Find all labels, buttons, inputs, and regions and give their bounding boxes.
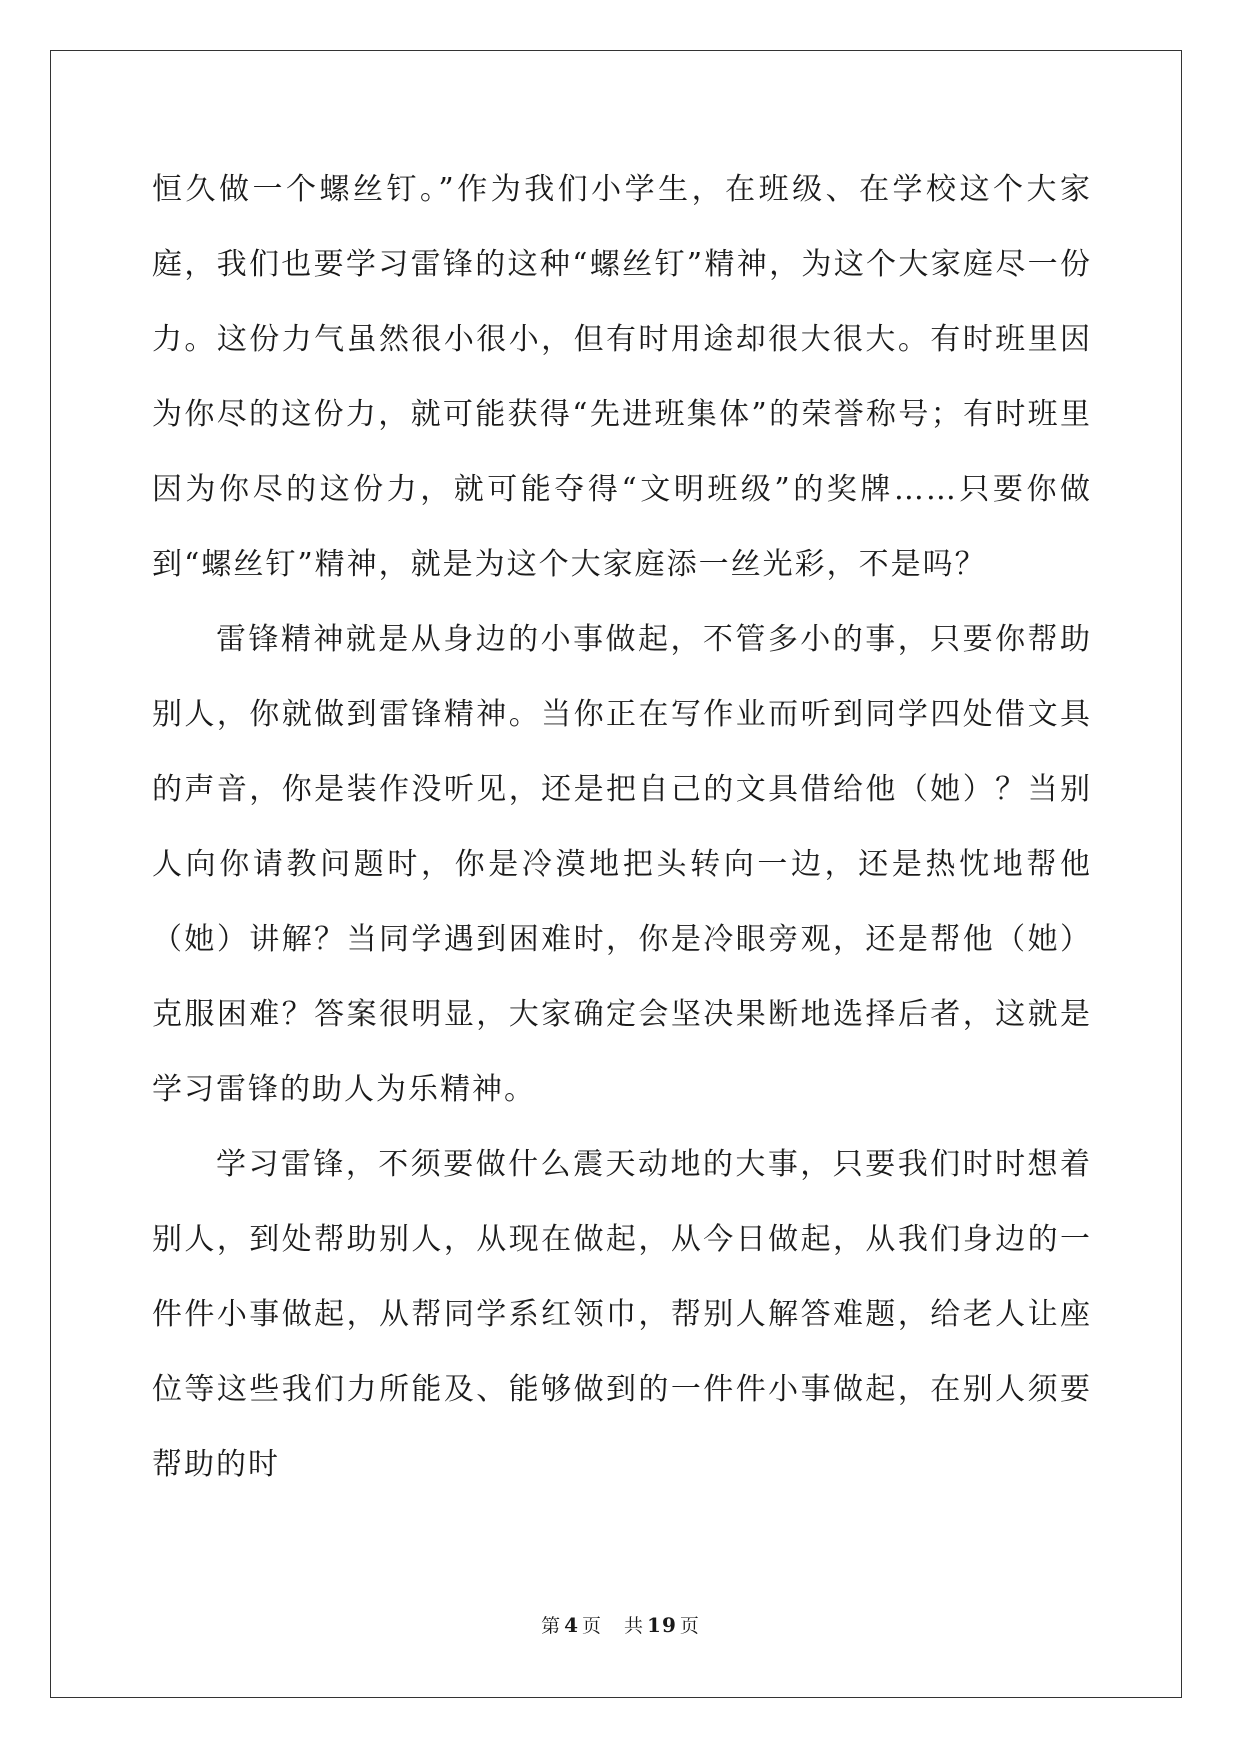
page-footer: [0, 1611, 1241, 1638]
page-prefix: 第: [541, 1615, 562, 1637]
paragraph-continuation: 恒久做一个螺丝钉。”作为我们小学生，在班级、在学校这个大家庭，我们也要学习雷锋的这种“螺丝钉”精神，为这个大家庭尽一份力。这份力气虽然很小很小，但有时用途却很大很大。有时班里因为你尽的这份力，就可能获得“先进班集体”的荣誉称号；有时班里因为你尽的这份力，就可能夺得“文明班级”的奖牌……只要你做到“螺丝钉”精神，就是为这个大家庭添一丝光彩，不是吗？: [152, 172, 1092, 582]
paragraph: 雷锋精神就是从身边的小事做起，不管多小的事，只要你帮助别人，你就做到雷锋精神。当你正在写作业而听到同学四处借文具的声音，你是装作没听见，还是把自己的文具借给他（她）？当别人向你请教问题时，你是冷漠地把头转向一边，还是热忱地帮他（她）讲解？当同学遇到困难时，你是冷眼旁观，还是帮他（她）克服困难？答案很明显，大家确定会坚决果断地选择后者，这就是学习雷锋的助人为乐精神。: [152, 622, 1092, 1107]
total-prefix: 共: [624, 1615, 645, 1637]
paragraph: 学习雷锋，不须要做什么震天动地的大事，只要我们时时想着别人，到处帮助别人，从现在做起，从今日做起，从我们身边的一件件小事做起，从帮同学系红领巾，帮别人解答难题，给老人让座位等这些我们力所能及、能够做到的一件件小事做起，在别人须要帮助的时: [152, 1147, 1092, 1482]
page-suffix: 页: [582, 1615, 603, 1637]
total-pages: 19: [647, 1613, 677, 1637]
total-suffix: 页: [679, 1615, 700, 1637]
document-body: [152, 152, 1092, 1502]
page-number: 4: [564, 1613, 580, 1637]
